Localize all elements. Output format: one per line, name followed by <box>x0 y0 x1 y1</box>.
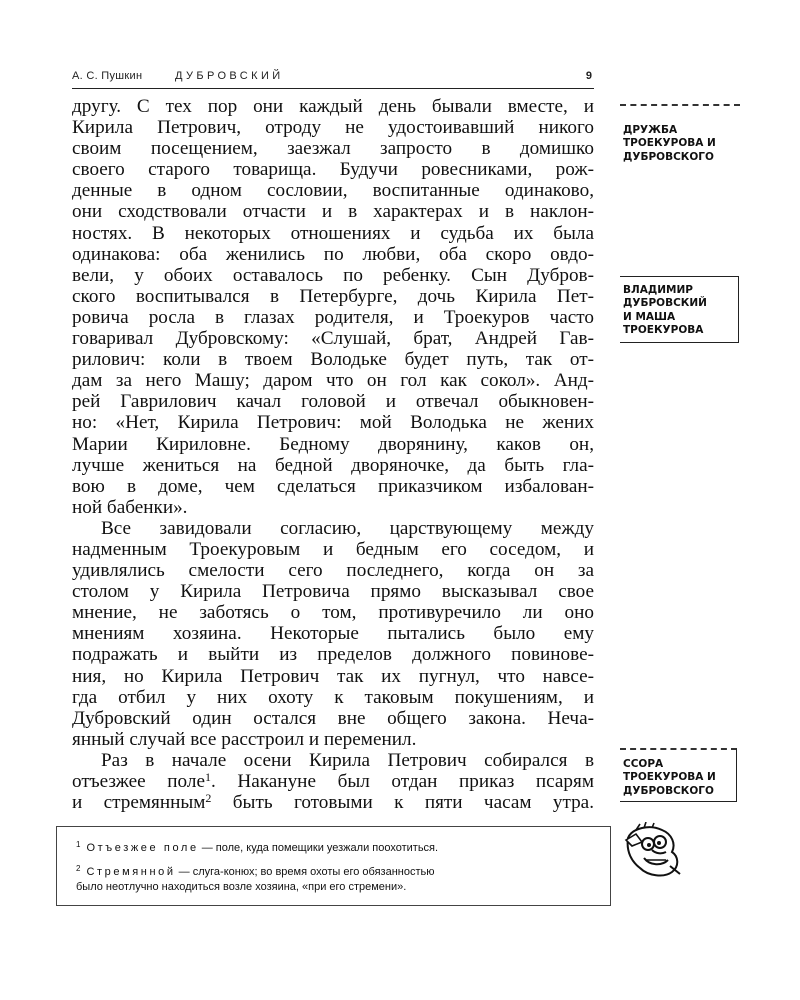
footnote-text: — поле, куда помещики уезжали поохотиться. <box>198 842 439 854</box>
text-line: подражать и выйти из пределов должного повинове- <box>72 644 594 666</box>
header-book-title: ДУБРОВСКИЙ <box>175 70 284 82</box>
text-line: Марии Кириловне. Бедному дворянину, каков он, <box>72 433 594 455</box>
text-line: ровича росла в глазах родителя, и Троекуров часто <box>72 306 594 328</box>
margin-note-line: ДУБРОВСКИЙ <box>623 297 707 310</box>
text-line <box>72 792 594 813</box>
footnote-ref-2[interactable]: 2 <box>205 791 212 806</box>
text-line: ной бабенки». <box>72 496 188 518</box>
margin-note-line: ТРОЕКУРОВА <box>623 324 704 337</box>
text-line: мнениям хозяина. Некоторые пытались было ему <box>72 623 594 645</box>
margin-note-line: ВЛАДИМИР <box>623 284 693 296</box>
text-run: отъезжее поле <box>72 771 205 792</box>
margin-note-line: ДУБРОВСКОГО <box>623 784 714 797</box>
footnote-term: Стремянной <box>86 866 176 879</box>
page-number: 9 <box>585 70 592 82</box>
text-line: столом у Кирила Петровича прямо высказывал свое <box>72 581 594 603</box>
footnote-text: — слуга-конюх; во время охоты его обязанностью <box>175 866 435 879</box>
margin-note-line: ТРОЕКУРОВА И <box>623 137 716 150</box>
text-line: рилович: коли в твоем Володьке будет путь, так от- <box>72 349 594 371</box>
text-line: говаривал Дубровскому: «Слушай, брат, Андрей Гав- <box>72 328 594 350</box>
running-header <box>72 70 594 89</box>
text-line: ского воспитывался в Петербурге, дочь Кирила Пет- <box>72 285 594 307</box>
margin-note-quarrel <box>620 748 737 802</box>
text-line: рей Гаврилович качал головой и отвечал обыкновен- <box>72 391 594 413</box>
text-line <box>72 771 594 792</box>
paragraph-2 <box>72 518 594 750</box>
margin-note-friendship <box>620 104 740 164</box>
margin-note-line: И МАША <box>623 310 676 323</box>
header-author: А. С. Пушкин <box>72 70 143 82</box>
text-line: другу. С тех пор они каждый день бывали вместе, и <box>72 96 594 117</box>
paragraph-3 <box>72 750 594 813</box>
footnote-term: Отъезжее поле <box>86 842 199 854</box>
text-run: . Накануне был отдан приказ псарям <box>210 771 594 792</box>
text-line: вели, у обоих оставалось по ребенку. Сын Дубров- <box>72 264 594 286</box>
text-line: Раз в начале осени Кирила Петрович собирался в <box>101 749 594 771</box>
margin-note-line: ТРОЕКУРОВА И <box>623 771 716 784</box>
text-line: Дубровский один остался вне общего закона. Неча- <box>72 707 594 729</box>
text-run: быть готовыми к пяти часам утра. <box>211 792 594 814</box>
text-line: они сходствовали отчасти и в характерах и в наклон- <box>72 201 594 223</box>
margin-note-line: ДРУЖБА <box>623 124 678 136</box>
text-line: денные в одном сословии, воспитанные одинаково, <box>72 180 594 202</box>
margin-note-line: ССОРА <box>623 758 664 770</box>
text-line: ния, но Кирила Петрович так их пугнул, что навсе- <box>72 665 594 687</box>
text-line: янный случай все расстроил и переменил. <box>72 728 417 750</box>
footnote-number: 2 <box>76 864 81 874</box>
text-line: удивлялись смелости сего последнего, когда он за <box>72 560 594 582</box>
text-line: вою в доме, чем сделаться приказчиком избалован- <box>72 475 594 497</box>
text-line: Все завидовали согласию, царствующему между <box>101 517 594 539</box>
text-line: но: «Нет, Кирила Петрович: мой Володька не жених <box>72 412 594 434</box>
margin-note-line: ДУБРОВСКОГО <box>623 150 714 163</box>
text-line: одинакова: оба женились по любви, оба скоро овдо- <box>72 243 594 265</box>
cartoon-reader-face-icon <box>622 822 684 878</box>
footnotes-box <box>56 826 611 906</box>
text-line: надменным Троекуровым и бедным его соседом, и <box>72 538 594 560</box>
footnote-number: 1 <box>76 840 81 849</box>
text-line: дам за него Машу; даром что он гол как сокол». Анд- <box>72 370 594 392</box>
footnote-1 <box>76 838 610 855</box>
text-line: Кирила Петрович, отроду не удостоивавший никого <box>72 117 594 139</box>
text-line: своего старого товарища. Будучи ровесниками, рож- <box>72 159 594 181</box>
footnote-text-continued: было неотлучно находиться возле хозяина, «при его стремени». <box>76 880 407 893</box>
text-line: ностях. В некоторых отношениях и судьба их была <box>72 222 594 244</box>
text-line: гда отбил у них охоту к таковым покушениям, и <box>72 686 594 708</box>
footnote-2 <box>76 862 610 894</box>
text-line: своим посещением, заезжал запросто в домишко <box>72 138 594 160</box>
margin-note-vladimir-masha <box>620 276 739 343</box>
text-line: лучше жениться на бедной дворяночке, да быть гла- <box>72 454 594 476</box>
main-text <box>72 96 594 813</box>
footnote-ref-1[interactable]: 1 <box>204 770 211 784</box>
paragraph-1 <box>72 96 594 518</box>
text-line: мнение, не заботясь о том, противуречило ли оно <box>72 602 594 624</box>
text-run: и стремянным <box>72 792 206 814</box>
